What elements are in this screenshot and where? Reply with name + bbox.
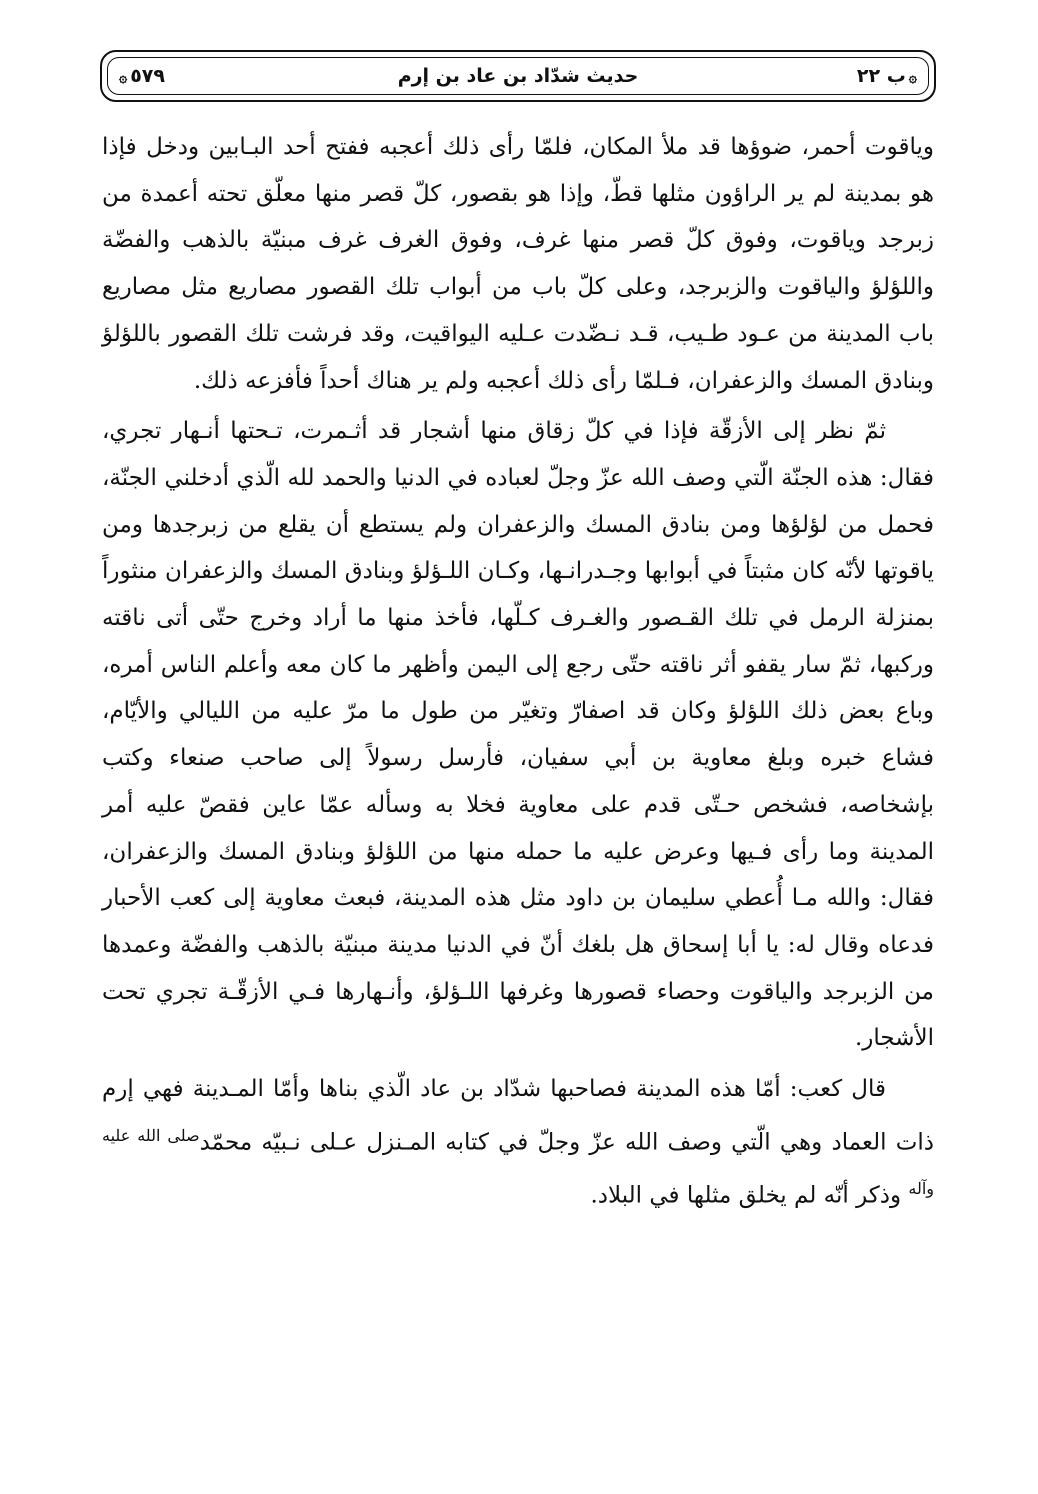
- ornament-icon: ۞: [119, 70, 128, 86]
- running-header: [100, 50, 936, 102]
- paragraph-3-closing: وذكر أنّه لم يخلق مثلها في البلاد.: [590, 1182, 909, 1209]
- paragraph-3: [102, 1066, 934, 1219]
- paragraph-3-text: قال كعب: أمّا هذه المدينة فصاحبها شدّاد بن عاد الّذي بناها وأمّا المـدينة فهي إرم ذات العماد وهي الّتي وصف الله عزّ وجلّ في كتابه المـنزل عـلى نـبيّه محمّد: [102, 1076, 934, 1156]
- honorific-ligature: صلى الله عليه وآله: [102, 1125, 934, 1199]
- paragraph-2: ثمّ نظر إلى الأزقّة فإذا في كلّ زقاق منها أشجار قد أثـمرت، تـحتها أنـهار تجري، فقال: هذه الجنّة الّتي وصف الله عزّ وجلّ لعباده في الدنيا والحمد لله الّذي أدخلني الجنّة، فحمل من لؤلؤها ومن بنادق المسك والزعفران ولم يستطع أن يقلع من زبرجدها ومن ياقوتها لأنّه كان مثبتاً في أبوابها وجـدرانـها، وكـان اللـؤلؤ وبنادق المسك والزعفران منثوراً بمنزلة الرمل في تلك القـصور والغـرف كـلّها، فأخذ منها ما أراد وخرج حتّى أتى ناقته وركبها، ثمّ سار يقفو أثر ناقته حتّى رجع إلى اليمن وأظهر ما كان معه وأعلم الناس أمره، وباع بعض ذلك اللؤلؤ وكان قد اصفارّ وتغيّر من طول ما مرّ عليه من الليالي والأيّام، فشاع خبره وبلغ معاوية بن أبي سفيان، فأرسل رسولاً إلى صاحب صنعاء وكتب بإشخاصه، فشخص حـتّى قدم على معاوية فخلا به وسأله عمّا عاين فقصّ عليه أمر المدينة وما رأى فـيها وعرض عليه ما حمله منها من اللؤلؤ وبنادق المسك والزعفران، فقال: والله مـا أُعطي سليمان بن داود مثل هذه المدينة، فبعث معاوية إلى كعب الأحبار فدعاه وقال له: يا أبا إسحاق هل بلغك أنّ في الدنيا مدينة مبنيّة بالذهب والفضّة وعمدها من الزبرجد والياقوت وحصاء قصورها وغرفها اللـؤلؤ، وأنـهارها فـي الأزقّـة تجري تحت الأشجار.: [102, 418, 934, 1052]
- paragraph-1: وياقوت أحمر، ضوؤها قد ملأ المكان، فلمّا رأى ذلك أعجبه ففتح أحد البـابين ودخل فإذا هو بمدينة لم ير الراؤون مثلها قطّ، وإذا هو بقصور، كلّ قصر منها معلّق تحته أعمدة من زبرجد وياقوت، وفوق كلّ قصر منها غرف، وفوق الغرف غرف مبنيّة بالذهب والفضّة واللؤلؤ والياقوت والزبرجد، وعلى كلّ باب من أبواب تلك القصور مصاريع مثل مصاريع باب المدينة من عـود طـيب، قـد نـضّدت عـليه اليواقيت، وقد فرشت تلك القصور باللؤلؤ وبنادق المسك والزعفران، فـلمّا رأى ذلك أعجبه ولم ير هناك أحداً فأفزعه ذلك.: [102, 134, 934, 394]
- ornament-icon: ۞: [908, 70, 917, 86]
- running-title: حديث شدّاد بن عاد بن إرم: [397, 65, 639, 87]
- chapter-label-text: ب ٢٢: [856, 65, 906, 87]
- running-header-content: [116, 52, 920, 100]
- page-number-text: ٥٧٩: [130, 65, 165, 87]
- body-text: [102, 124, 934, 1219]
